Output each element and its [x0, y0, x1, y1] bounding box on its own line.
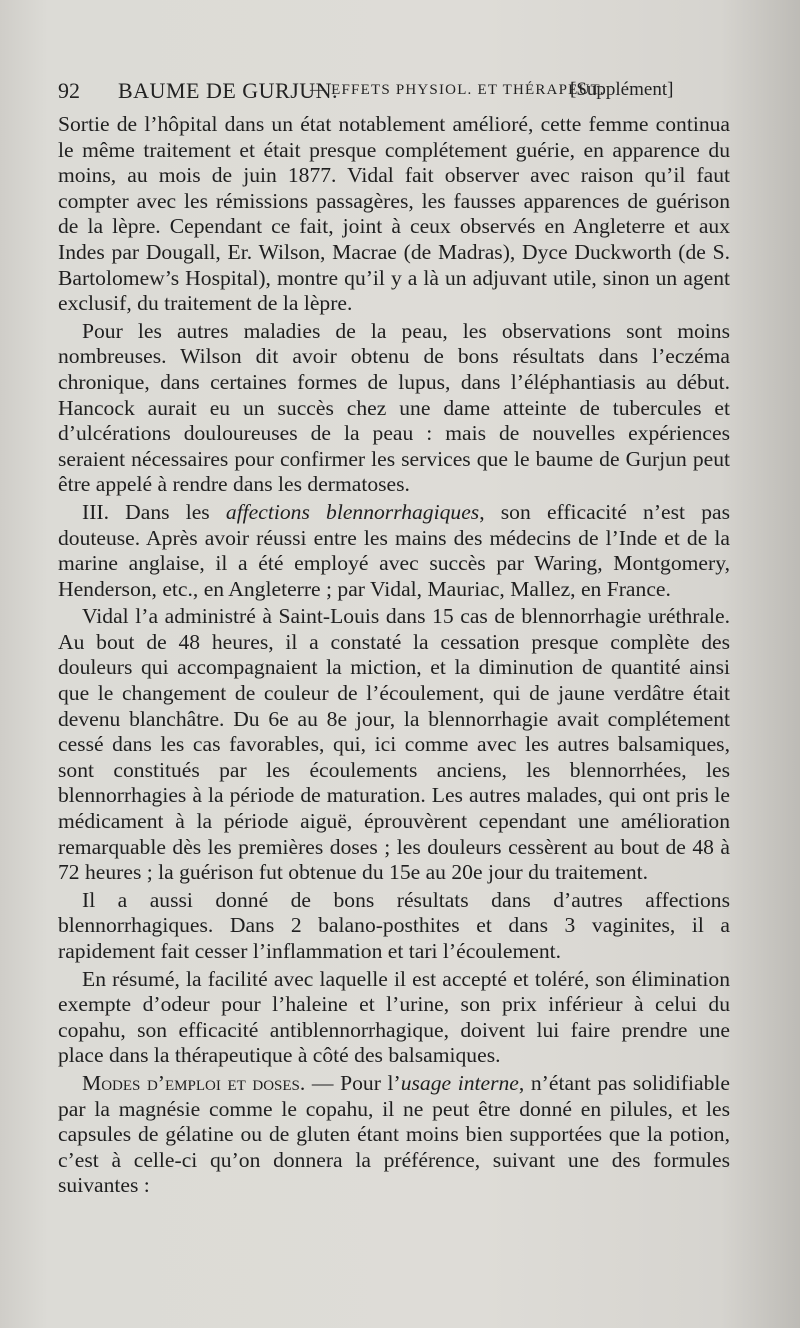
header-subtitle: — EFFETS PHYSIOL. ET THÉRAPEUT.	[310, 82, 605, 98]
paragraph-lead: — Pour l’	[305, 1070, 401, 1095]
body-text	[58, 112, 730, 1199]
paragraph-italic-term: usage interne	[400, 1070, 519, 1095]
paragraph-autres-affections: Il a aussi donné de bons résultats dans d’autres affections blennorrhagiques. Dans 2 balano-posthites et dans 3 vaginites, il a rapidement fait cesser l’inflammation et tari l’écoulement.	[58, 887, 730, 963]
paragraph-rest: , son efficacité n’est pas douteuse. Après avoir réussi entre les mains des médecins de l’Inde et de la marine anglaise, il a été employé avec succès par Waring, Montgomery, Henderson, etc., en Angleterre ; par Vidal, Mauriac, Mallez, en France.	[58, 499, 730, 601]
paragraph-lead: III. Dans les	[82, 499, 226, 524]
page-number: 92	[58, 78, 80, 103]
header-section: [Supplément]	[570, 79, 674, 100]
paragraph-dermatoses: Pour les autres maladies de la peau, les observations sont moins nombreuses. Wilson dit avoir obtenu de bons résultats dans l’eczéma chronique, dans certaines formes de lupus, dans l’éléphantiasis au début. Hancock aurait eu un succès chez une dame atteinte de tubercules et d’ulcérations douloureuses de la peau : mais de nouvelles expériences seraient nécessaires pour confirmer les services que le baume de Gurjun peut être appelé à rendre dans les dermatoses.	[58, 318, 730, 497]
paragraph-resume: En résumé, la facilité avec laquelle il est accepté et toléré, son élimination exempte d’odeur pour l’haleine et l’urine, son prix inférieur à celui du copahu, son efficacité antiblennorrhagique, doivent lui faire prendre une place dans la thérapeutique à côté des balsamiques.	[58, 966, 730, 1068]
section-heading: Modes d’emploi et doses.	[82, 1070, 306, 1095]
paragraph-affections-blennorrhagiques	[58, 500, 730, 602]
running-header	[58, 72, 730, 108]
paragraph-modes-emploi	[58, 1071, 730, 1199]
paragraph-italic-term: affections blennorrhagiques	[225, 499, 480, 524]
paragraph-vidal-saint-louis: Vidal l’a administré à Saint-Louis dans 15 cas de blennorrhagie uréthrale. Au bout de 48 heures, il a constaté la cessation presque complète des douleurs qui accompagnaient la miction, et la diminution de quantité ainsi que le changement de couleur de l’écoulement, qui de jaune verdâtre était devenu blanchâtre. Du 6e au 8e jour, la blennorrhagie avait complétement cessé dans les cas favorables, qui, ici comme avec les autres balsamiques, sont constitués par les écoulements anciens, les blennorrhées, les blennorrhagies à la période de maturation. Les autres malades, qui ont pris le médicament à la période aiguë, éprouvèrent cependant une amélioration remarquable dès les premières doses ; les douleurs cessèrent au bout de 48 à 72 heures ; la guérison fut obtenue du 15e au 20e jour du traitement.	[58, 604, 730, 885]
header-title: BAUME DE GURJUN.	[118, 78, 339, 103]
paragraph-lepre: Sortie de l’hôpital dans un état notablement amélioré, cette femme continua le même traitement et était presque complétement guérie, en apparence du moins, au mois de juin 1877. Vidal fait observer avec raison qu’il faut compter avec les rémissions passagères, les fausses apparences de guérison de la lèpre. Cependant ce fait, joint à ceux observés en Angleterre et aux Indes par Dougall, Er. Wilson, Macrae (de Madras), Dyce Duckworth (de S. Bartolomew’s Hospital), montre qu’il y a là un adjuvant utile, sinon un agent exclusif, du traitement de la lèpre.	[58, 112, 730, 316]
paragraph-rest: , n’étant pas solidifiable par la magnésie comme le copahu, il ne peut être donné en pilules, et les capsules de gélatine ou de gluten étant moins bien supportées que la potion, c’est à celle-ci qu’on donnera la préférence, suivant une des formules suivantes :	[58, 1070, 730, 1198]
